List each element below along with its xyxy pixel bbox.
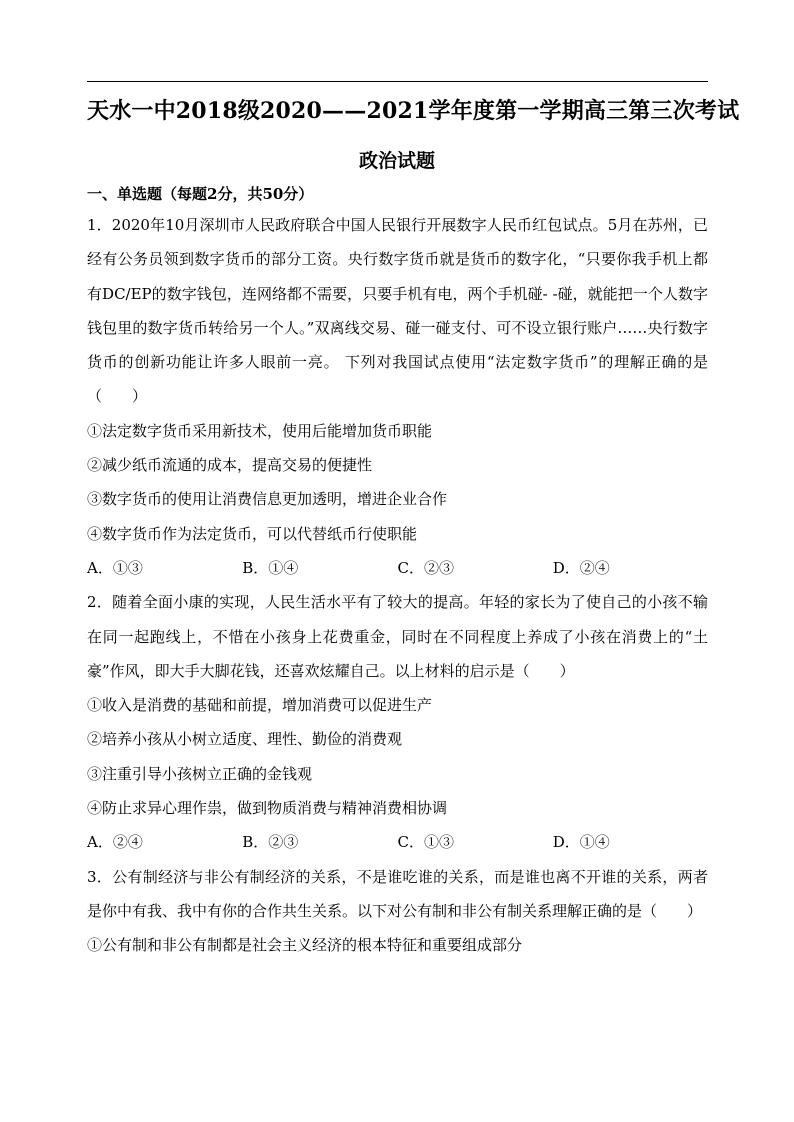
choice-b: B．②③ (242, 833, 299, 852)
header-rule (87, 81, 708, 82)
statement-option: ④数字货币作为法定货币，可以代替纸币行使职能 (87, 524, 418, 543)
answer-choices (87, 551, 708, 585)
choice-b: B．①④ (242, 558, 299, 577)
question-stem: 1．2020年10月深圳市人民政府联合中国人民银行开展数字人民币红包试点。5月在苏州，已经有公务员领到数字货币的部分工资。央行数字货币就是货币的数字化，“只要你我手机上都有DC/EP的数字钱包，连网络都不需要，只要手机有电，两个手机碰- -碰，就能把一个人数字钱包里的数字货币转给另一个人。”双离线交易、碰一碰支付、可不设立银行账户……央行数字货币的创新功能让许多人眼前一亮。 下列对我国试点使用“法定数字货币”的理解正确的是（ ） (87, 216, 708, 406)
exam-subtitle: 政治试题 (358, 150, 435, 172)
statement-option: ④防止求异心理作祟，做到物质消费与精神消费相协调 (87, 799, 448, 818)
statement-option: ②减少纸币流通的成本，提高交易的便捷性 (87, 456, 373, 475)
statement-option: ②培养小孩从小树立适度、理性、勤俭的消费观 (87, 730, 403, 749)
statement-option: ③注重引导小孩树立正确的金钱观 (87, 764, 313, 783)
question-3 (87, 860, 708, 963)
question-2 (87, 585, 708, 859)
choice-a: A．②④ (87, 833, 143, 852)
choice-c: C．①③ (397, 833, 454, 852)
choice-a: A．①③ (87, 558, 143, 577)
question-stem: 2．随着全面小康的实现，人民生活水平有了较大的提高。年轻的家长为了使自己的小孩不输在同一起跑线上，不惜在小孩身上花费重金，同时在不同程度上养成了小孩在消费上的“土豪”作风，即大手大脚花钱，还喜欢炫耀自己。以上材料的启示是（ ） (87, 593, 708, 680)
exam-title: 天水一中2018级2020——2021学年度第一学期高三第三次考试 (87, 98, 740, 124)
choice-c: C．②③ (397, 558, 454, 577)
statement-option: ③数字货币的使用让消费信息更加透明，增进企业合作 (87, 490, 448, 509)
statement-option: ①收入是消费的基础和前提，增加消费可以促进生产 (87, 696, 433, 715)
statement-option: ①公有制和非公有制都是社会主义经济的根本特征和重要组成部分 (87, 936, 523, 955)
question-1 (87, 208, 708, 585)
question-stem: 3．公有制经济与非公有制经济的关系，不是谁吃谁的关系，而是谁也离不开谁的关系，两者是你中有我、我中有你的合作共生关系。以下对公有制和非公有制关系理解正确的是（ ） (87, 867, 708, 920)
choice-d: D．①④ (552, 833, 610, 852)
choice-d: D．②④ (552, 558, 610, 577)
exam-content (87, 182, 708, 963)
section-heading: 一、单选题（每题2分，共50分） (87, 185, 314, 203)
answer-choices (87, 825, 708, 859)
statement-option: ①法定数字货币采用新技术，使用后能增加货币职能 (87, 421, 433, 440)
